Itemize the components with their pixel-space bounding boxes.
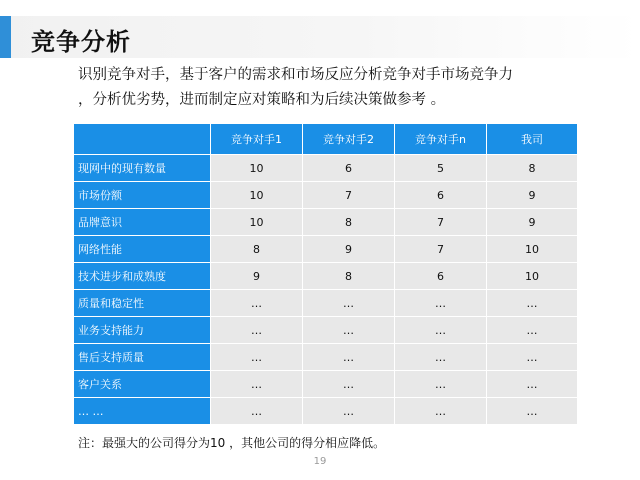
- intro-line-2: ，分析优劣势，进而制定应对策略和为后续决策做参考 。: [78, 92, 446, 108]
- score-cell: …: [211, 398, 303, 425]
- score-cell: …: [303, 317, 395, 344]
- score-cell: …: [395, 371, 487, 398]
- title-accent-bar: [0, 16, 11, 58]
- score-cell: …: [303, 344, 395, 371]
- page-number: 19: [313, 456, 327, 467]
- score-cell: 10: [487, 263, 578, 290]
- score-cell: …: [487, 344, 578, 371]
- score-cell: 9: [303, 236, 395, 263]
- score-cell: 7: [395, 236, 487, 263]
- score-cell: …: [211, 344, 303, 371]
- score-cell: 6: [395, 182, 487, 209]
- score-cell: 10: [211, 155, 303, 182]
- score-cell: …: [211, 371, 303, 398]
- row-label: 网络性能: [74, 236, 211, 263]
- score-cell: 8: [303, 209, 395, 236]
- comparison-table: [73, 123, 578, 425]
- score-cell: 6: [395, 263, 487, 290]
- score-cell: 8: [211, 236, 303, 263]
- score-cell: 9: [487, 209, 578, 236]
- score-cell: 6: [303, 155, 395, 182]
- header-cell-our-company: 我司: [487, 124, 578, 155]
- table-row: [74, 317, 578, 344]
- table-row: [74, 290, 578, 317]
- score-cell: 7: [303, 182, 395, 209]
- score-cell: …: [211, 317, 303, 344]
- header-cell-competitor-2: 竞争对手2: [303, 124, 395, 155]
- row-label: 品牌意识: [74, 209, 211, 236]
- score-cell: …: [487, 371, 578, 398]
- score-cell: 8: [487, 155, 578, 182]
- table-row: [74, 209, 578, 236]
- table-row: [74, 371, 578, 398]
- row-label: 售后支持质量: [74, 344, 211, 371]
- row-label: 现网中的现有数量: [74, 155, 211, 182]
- table-row: [74, 398, 578, 425]
- footnote: 注：最强大的公司得分为10 ，其他公司的得分相应降低。: [78, 436, 386, 450]
- score-cell: …: [487, 398, 578, 425]
- slide-title: 竞争分析: [31, 28, 131, 56]
- header-cell-empty: [74, 124, 211, 155]
- score-cell: 9: [211, 263, 303, 290]
- table-header-row: [74, 124, 578, 155]
- row-label: 质量和稳定性: [74, 290, 211, 317]
- row-label: 技术进步和成熟度: [74, 263, 211, 290]
- table-row: [74, 182, 578, 209]
- score-cell: 10: [487, 236, 578, 263]
- score-cell: 5: [395, 155, 487, 182]
- score-cell: 9: [487, 182, 578, 209]
- intro-line-1: 识别竞争对手，基于客户的需求和市场反应分析竞争对手市场竞争力: [78, 67, 513, 83]
- score-cell: …: [211, 290, 303, 317]
- score-cell: …: [395, 290, 487, 317]
- score-cell: …: [303, 290, 395, 317]
- score-cell: 10: [211, 182, 303, 209]
- score-cell: …: [303, 398, 395, 425]
- row-label: … …: [74, 398, 211, 425]
- table-row: [74, 236, 578, 263]
- row-label: 市场份额: [74, 182, 211, 209]
- intro-paragraph: [78, 63, 598, 113]
- header-cell-competitor-1: 竞争对手1: [211, 124, 303, 155]
- table-row: [74, 155, 578, 182]
- score-cell: …: [303, 371, 395, 398]
- table-row: [74, 263, 578, 290]
- score-cell: 10: [211, 209, 303, 236]
- header-cell-competitor-n: 竞争对手n: [395, 124, 487, 155]
- score-cell: …: [487, 290, 578, 317]
- row-label: 客户关系: [74, 371, 211, 398]
- score-cell: 7: [395, 209, 487, 236]
- table-row: [74, 344, 578, 371]
- title-bar: [0, 16, 640, 58]
- score-cell: …: [395, 317, 487, 344]
- score-cell: …: [487, 317, 578, 344]
- row-label: 业务支持能力: [74, 317, 211, 344]
- score-cell: 8: [303, 263, 395, 290]
- score-cell: …: [395, 344, 487, 371]
- score-cell: …: [395, 398, 487, 425]
